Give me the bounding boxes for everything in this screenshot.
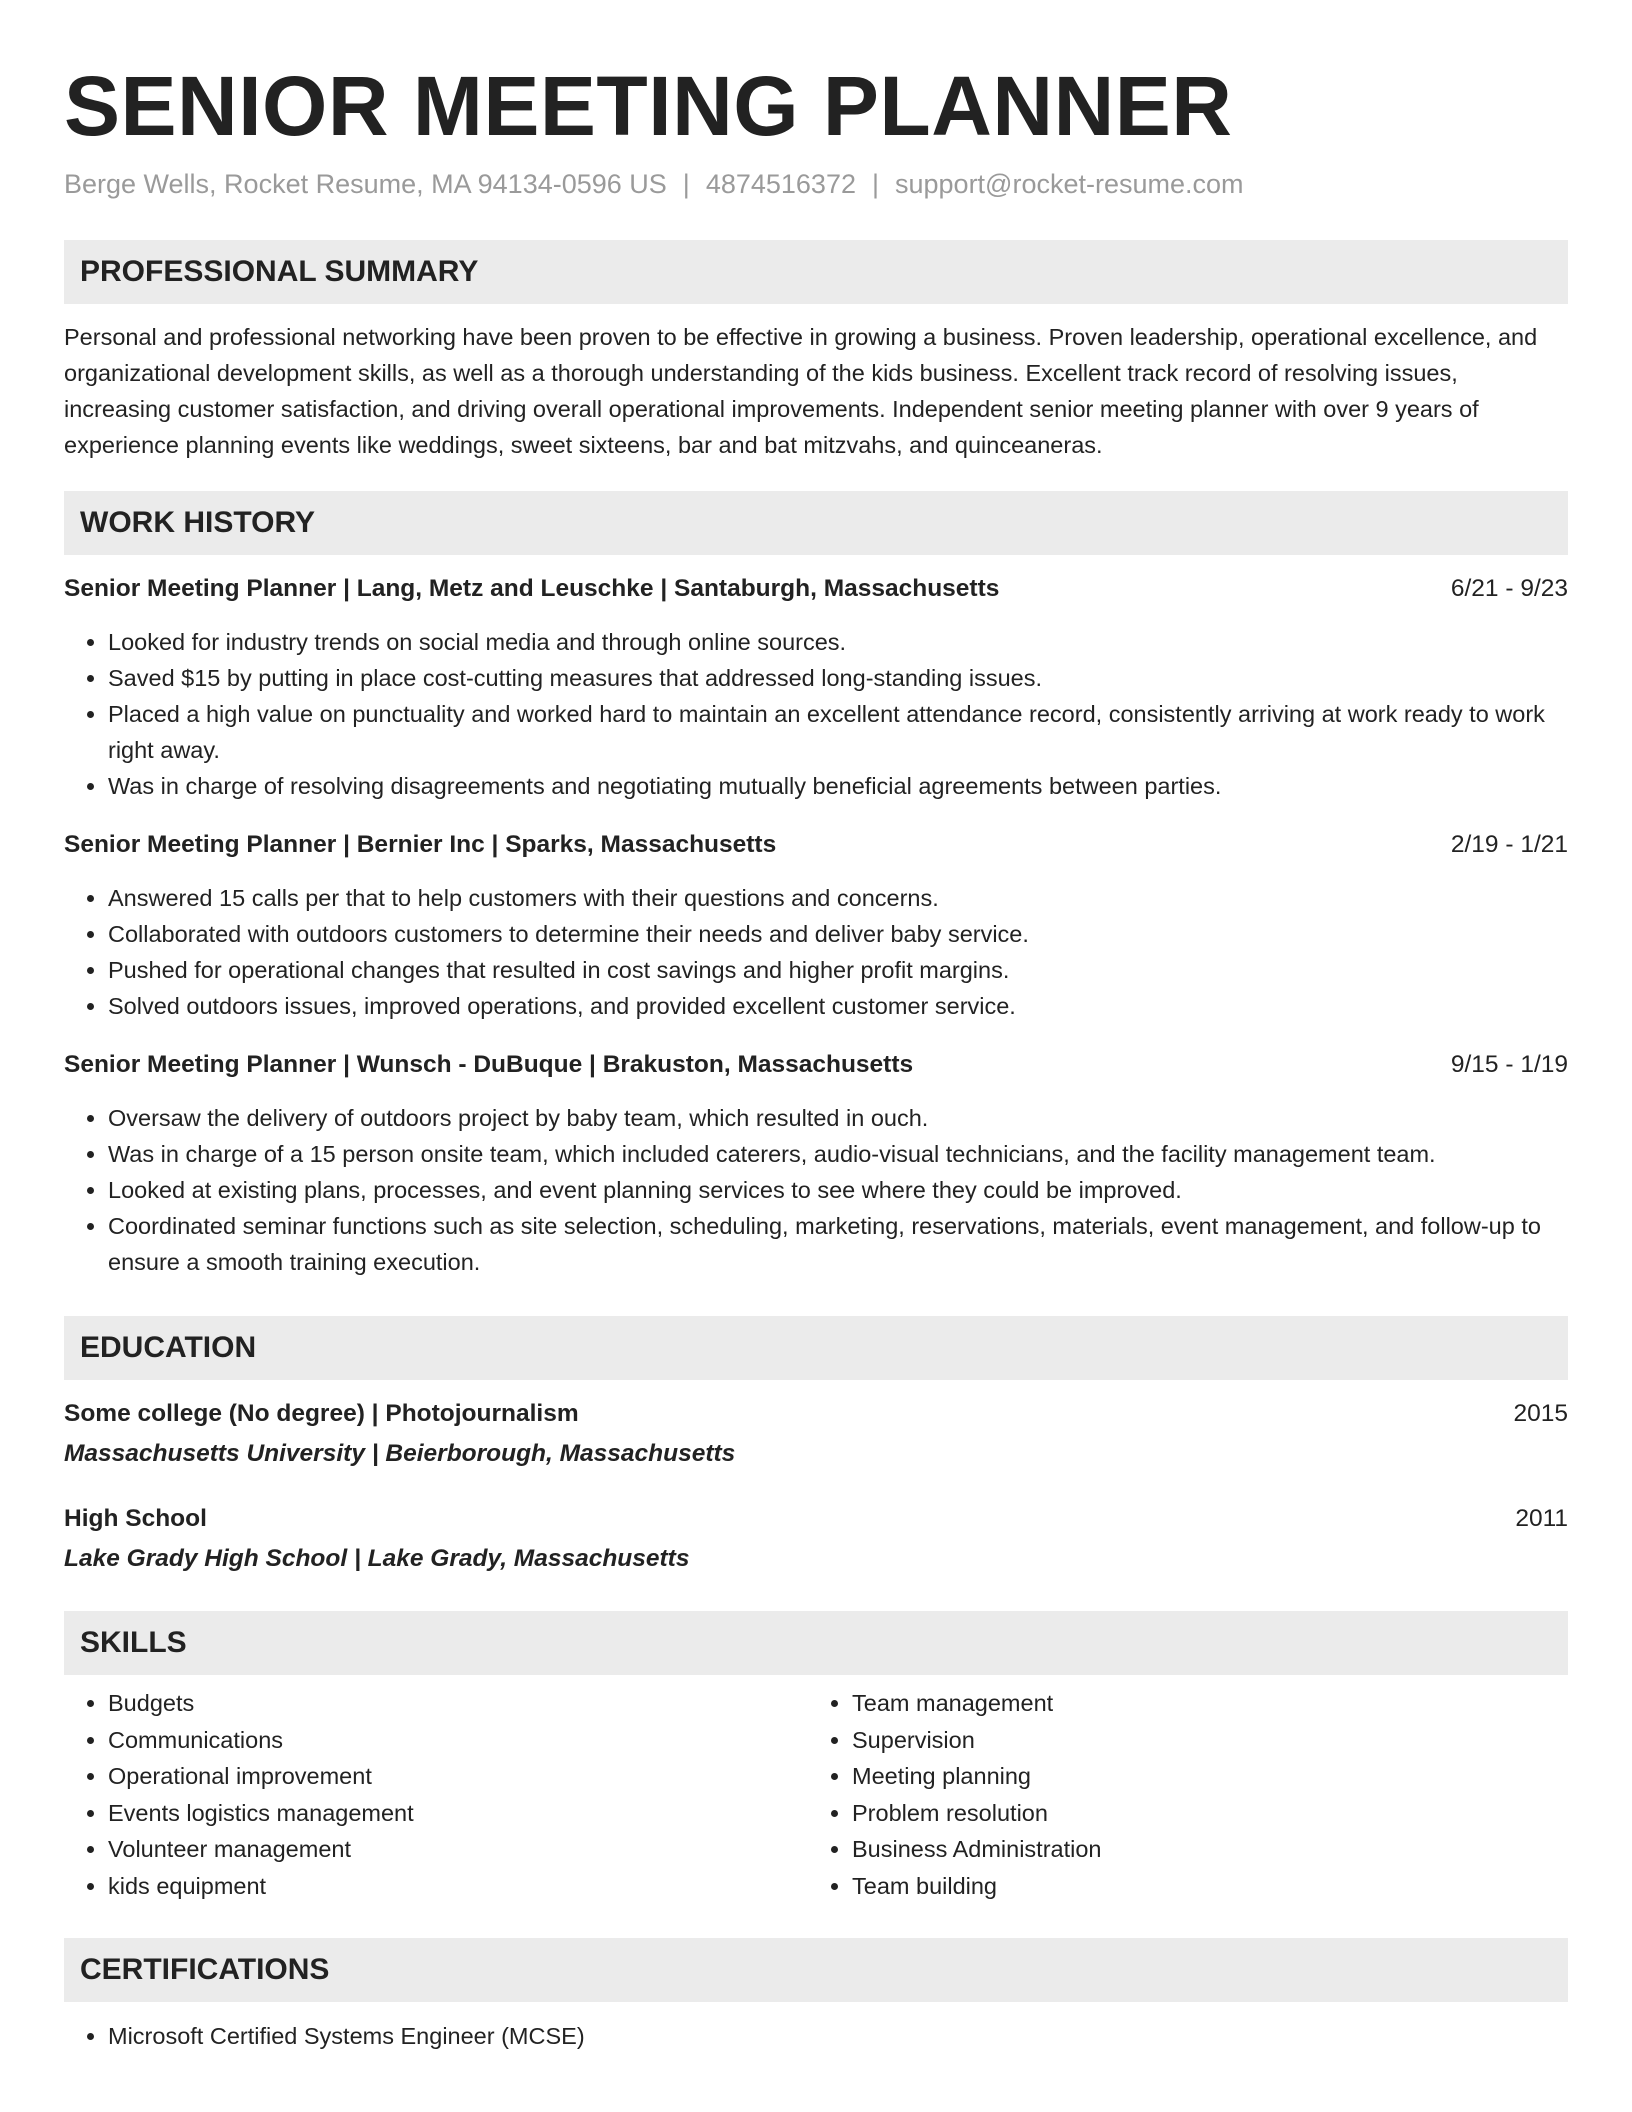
job-title: Senior Meeting Planner | Lang, Metz and Leuschke | Santaburgh, Massachusetts [64,575,1000,602]
job-dates: 2/19 - 1/21 [1450,831,1568,858]
job-heading [64,827,1568,863]
education-entry [64,1501,1568,1577]
summary-text: Personal and professional networking have been proven to be effective in growing a business. Proven leadership, operational excellence, and organizational development skills, as well as a thorough understanding of the kids business. Excellent track record of resolving issues, increasing customer satisfaction, and driving overall operational improvements. Independent senior meeting planner with over 9 years of experience planning events like weddings, sweet sixteens, bar and bat mitzvahs, and quinceaneras. [64,324,1538,458]
education-year: 2011 [1515,1505,1568,1532]
education-degree: High School [64,1505,207,1532]
resume-name: SENIOR MEETING PLANNER [64,59,1233,153]
section-header-summary: PROFESSIONAL SUMMARY [64,240,1568,304]
job-bullet: • Was in charge of a 15 person onsite team, which included caterers, audio-visual technicians, and the facility management team. [108,1136,1568,1172]
job-heading [64,571,1568,607]
education-year: 2015 [1513,1400,1568,1427]
skill-item: • Problem resolution [852,1795,1552,1832]
job-entry [64,1047,1568,1280]
job-bullets [64,1100,1568,1280]
skill-item: • Team management [852,1685,1552,1722]
skills-columns [64,1685,1568,1904]
education-entry [64,1396,1568,1472]
skill-item: • Communications [108,1722,808,1759]
job-bullet: • Placed a high value on punctuality and worked hard to maintain an excellent attendance record, consistently arriving at work ready to work right away. [108,696,1568,768]
skill-item: • Business Administration [852,1831,1552,1868]
education-degree: Some college (No degree) | Photojournalism [64,1400,579,1427]
education-heading [64,1501,1568,1537]
job-bullet: • Looked at existing plans, processes, and event planning services to see where they could be improved. [108,1172,1568,1208]
contact-line [64,166,1568,202]
certification-item: • Microsoft Certified Systems Engineer (MCSE) [108,2018,1568,2054]
job-bullet: • Saved $15 by putting in place cost-cutting measures that addressed long-standing issues. [108,660,1568,696]
job-bullet: • Solved outdoors issues, improved operations, and provided excellent customer service. [108,988,1568,1024]
contact-email[interactable]: support@rocket-resume.com [895,169,1244,199]
skill-item: • kids equipment [108,1868,808,1905]
job-bullet: • Pushed for operational changes that resulted in cost savings and higher profit margins. [108,952,1568,988]
job-bullet: • Coordinated seminar functions such as site selection, scheduling, marketing, reservations, materials, event management, and follow-up to ensure a smooth training execution. [108,1208,1568,1280]
job-dates: 9/15 - 1/19 [1450,1051,1568,1078]
section-header-skills: SKILLS [64,1611,1568,1675]
skill-item: • Supervision [852,1722,1552,1759]
skill-item: • Budgets [108,1685,808,1722]
skill-item: • Operational improvement [108,1758,808,1795]
skill-item: • Volunteer management [108,1831,808,1868]
contact-separator: | [682,169,690,199]
skills-list-left [64,1685,808,1904]
education-school: Lake Grady High School | Lake Grady, Massachusetts [64,1545,690,1572]
education-school: Massachusetts University | Beierborough, Massachusetts [64,1440,736,1467]
job-title: Senior Meeting Planner | Bernier Inc | Sparks, Massachusetts [64,831,777,858]
job-bullet: • Collaborated with outdoors customers to determine their needs and deliver baby service. [108,916,1568,952]
job-title: Senior Meeting Planner | Wunsch - DuBuque | Brakuston, Massachusetts [64,1051,914,1078]
job-bullet: • Answered 15 calls per that to help customers with their questions and concerns. [108,880,1568,916]
job-bullet: • Was in charge of resolving disagreements and negotiating mutually beneficial agreements between parties. [108,768,1568,804]
job-heading [64,1047,1568,1083]
contact-separator: | [871,169,879,199]
certifications-list [64,2018,1568,2054]
section-header-certifications: CERTIFICATIONS [64,1938,1568,2002]
skill-item: • Team building [852,1868,1552,1905]
job-dates: 6/21 - 9/23 [1450,575,1568,602]
skill-item: • Events logistics management [108,1795,808,1832]
section-header-education: EDUCATION [64,1316,1568,1380]
skill-item: • Meeting planning [852,1758,1552,1795]
education-heading [64,1396,1568,1432]
job-bullet: • Oversaw the delivery of outdoors project by baby team, which resulted in ouch. [108,1100,1568,1136]
contact-phone: 4874516372 [705,169,856,199]
job-entry [64,827,1568,1024]
job-bullet: • Looked for industry trends on social media and through online sources. [108,624,1568,660]
job-bullets [64,880,1568,1024]
skills-list-right [808,1685,1552,1904]
job-entry [64,571,1568,804]
job-bullets [64,624,1568,804]
contact-address: Berge Wells, Rocket Resume, MA 94134-0596 US [64,169,667,199]
section-header-work-history: WORK HISTORY [64,491,1568,555]
